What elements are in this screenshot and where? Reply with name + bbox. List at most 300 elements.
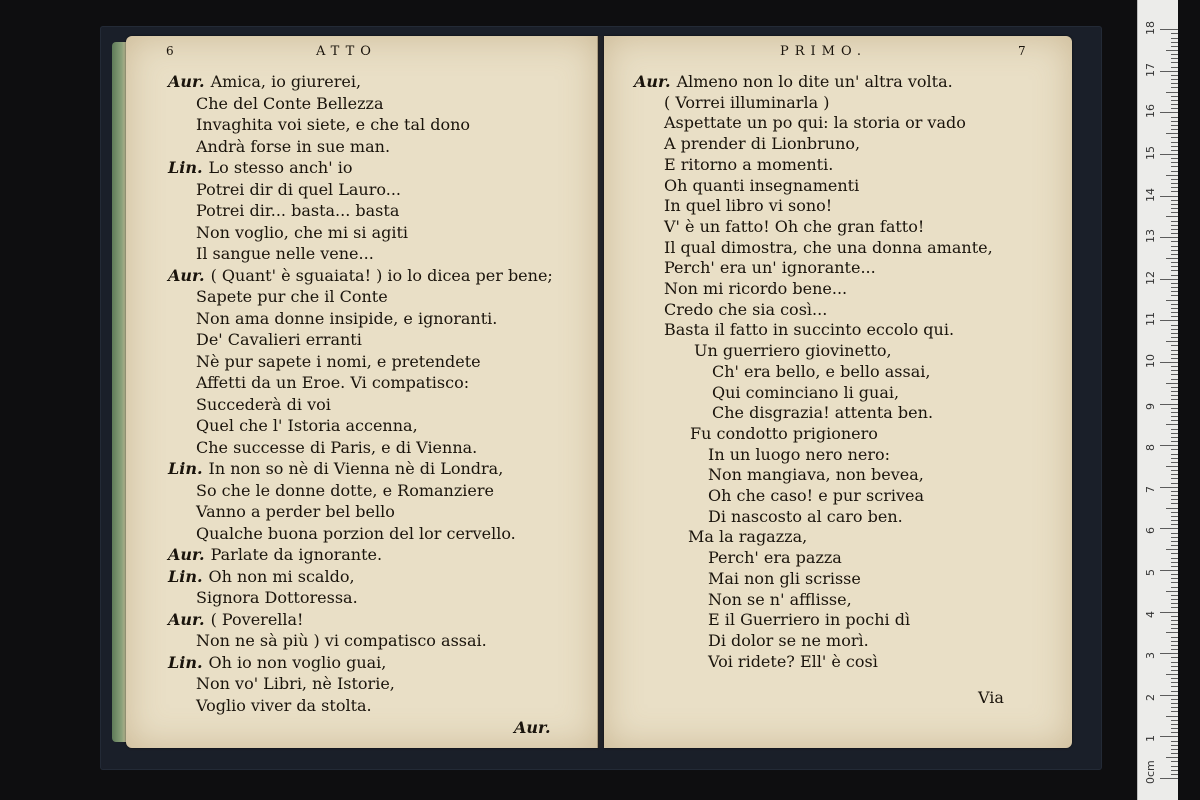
verse-text: Un guerriero giovinetto, [694,341,892,361]
ruler-minor-tick [1171,58,1178,59]
ruler-label: 0cm [1144,760,1157,784]
ruler-tick [1160,279,1178,280]
ruler-minor-tick [1171,645,1178,646]
text-line [196,330,362,350]
verse-text: Signora Dottoressa. [196,588,358,607]
ruler-minor-tick [1171,350,1178,351]
verse-text: Lo stesso anch' io [208,158,353,177]
ruler-minor-tick [1171,333,1178,334]
text-line [196,137,390,157]
verse-text: In non so nè di Vienna nè di Londra, [208,459,504,478]
ruler-label: 2 [1144,693,1157,701]
ruler-minor-tick [1171,391,1178,392]
ruler-minor-tick [1171,171,1178,172]
ruler-minor-tick [1171,753,1178,754]
ruler-minor-tick [1171,100,1178,101]
speaker-label: Lin. [168,459,203,478]
text-line [690,424,878,444]
ruler-label: 9 [1144,402,1157,410]
ruler-tick [1160,71,1178,72]
ruler-minor-tick [1166,300,1178,301]
ruler-minor-tick [1171,558,1178,559]
left-catchword: Aur. [514,718,551,737]
ruler-label: 7 [1144,485,1157,493]
verse-text: Voglio viver da stolta. [196,695,372,715]
ruler-label: 4 [1144,610,1157,618]
verse-text: Non se n' afflisse, [708,589,852,609]
verse-text: Qui cominciano li guai, [712,382,900,402]
ruler-minor-tick [1171,208,1178,209]
speaker-label: Lin. [168,652,203,672]
ruler-minor-tick [1171,412,1178,413]
ruler-minor-tick [1171,512,1178,513]
ruler-tick [1160,154,1178,155]
text-line [664,113,966,133]
text-line [664,196,832,216]
ruler-minor-tick [1171,83,1178,84]
ruler-minor-tick [1171,275,1178,276]
right-running-header: PRIMO. [780,44,868,59]
ruler-minor-tick [1171,562,1178,563]
ruler-tick [1160,528,1178,529]
ruler-tick [1160,29,1178,30]
ruler-minor-tick [1171,599,1178,600]
text-line [664,238,993,258]
ruler-minor-tick [1171,229,1178,230]
speaker-label: Aur. [168,265,205,285]
ruler-minor-tick [1171,741,1178,742]
verse-text: Non ama donne insipide, e ignoranti. [196,308,498,328]
ruler-minor-tick [1171,766,1178,767]
verse-text: Di dolor se ne morì. [708,630,869,650]
text-line [196,674,395,694]
ruler-minor-tick [1171,162,1178,163]
ruler-minor-tick [1171,354,1178,355]
ruler-minor-tick [1166,383,1178,384]
text-line [196,115,470,135]
text-line [196,696,372,716]
ruler-minor-tick [1166,341,1178,342]
verse-text: Non mi ricordo bene... [664,279,848,298]
verse-text: Il sangue nelle vene... [196,244,374,263]
text-line [168,158,352,178]
verse-text: Vanno a perder bel bello [196,502,395,521]
verse-text: Amica, io giurerei, [210,72,362,91]
verse-text: ( Vorrei illuminarla ) [664,92,830,112]
verse-text: Voi ridete? Ell' è così [708,651,878,671]
verse-text: Non vo' Libri, nè Istorie, [196,674,395,693]
ruler-minor-tick [1171,125,1178,126]
ruler-label: 6 [1144,527,1157,535]
ruler-minor-tick [1171,595,1178,596]
right-page-number: 7 [1018,44,1026,58]
ruler-minor-tick [1171,578,1178,579]
text-line [708,652,878,672]
ruler-minor-tick [1166,716,1178,717]
text-line [196,352,481,372]
ruler-minor-tick [1171,516,1178,517]
left-page-number: 6 [166,44,174,58]
ruler-minor-tick [1171,520,1178,521]
ruler-minor-tick [1171,366,1178,367]
verse-text: Qualche buona porzion del lor cervello. [196,523,516,543]
ruler-minor-tick [1171,329,1178,330]
ruler-minor-tick [1171,287,1178,288]
ruler-label: 18 [1144,21,1157,36]
ruler-minor-tick [1171,166,1178,167]
ruler-minor-tick [1171,703,1178,704]
ruler-minor-tick [1171,42,1178,43]
verse-text: In un luogo nero nero: [708,444,891,464]
ruler-minor-tick [1171,657,1178,658]
verse-text: Basta il fatto in succinto eccolo qui. [664,320,955,340]
ruler-minor-tick [1166,508,1178,509]
text-line [196,94,384,114]
ruler-minor-tick [1171,379,1178,380]
ruler-minor-tick [1171,474,1178,475]
verse-text: ( Quant' è sguaiata! ) io lo dicea per bene; [210,265,553,285]
ruler-minor-tick [1171,33,1178,34]
ruler-tick [1160,612,1178,613]
text-line [196,201,399,221]
text-line [664,217,924,237]
ruler-minor-tick [1171,129,1178,130]
ruler-minor-tick [1171,691,1178,692]
ruler-minor-tick [1171,682,1178,683]
verse-text: Di nascosto al caro ben. [708,506,903,526]
ruler-minor-tick [1166,424,1178,425]
ruler-tick [1160,196,1178,197]
ruler-minor-tick [1171,316,1178,317]
text-line [196,502,395,522]
ruler-minor-tick [1171,370,1178,371]
ruler-minor-tick [1171,108,1178,109]
ruler-minor-tick [1171,75,1178,76]
ruler-minor-tick [1171,204,1178,205]
ruler-minor-tick [1171,454,1178,455]
ruler-minor-tick [1171,308,1178,309]
ruler-minor-tick [1171,603,1178,604]
speaker-label: Lin. [168,566,203,586]
ruler-tick [1160,112,1178,113]
text-line [196,395,331,415]
ruler-minor-tick [1171,553,1178,554]
verse-text: Affetti da un Eroe. Vi compatisco: [196,373,470,392]
ruler-minor-tick [1171,707,1178,708]
ruler-label: 10 [1144,354,1157,368]
ruler-minor-tick [1171,54,1178,55]
ruler-minor-tick [1171,574,1178,575]
text-line [168,266,553,286]
verse-text: Il qual dimostra, che una donna amante, [664,237,993,257]
speaker-label: Aur. [168,545,205,564]
ruler-minor-tick [1171,416,1178,417]
ruler-label: 12 [1144,270,1157,285]
verse-text: De' Cavalieri erranti [196,330,362,349]
verse-text: Nè pur sapete i nomi, e pretendete [196,351,481,371]
ruler-tick [1160,570,1178,571]
verse-text: In quel libro vi sono! [664,196,833,216]
ruler-minor-tick [1171,117,1178,118]
ruler-minor-tick [1171,408,1178,409]
ruler-minor-tick [1171,304,1178,305]
ruler-minor-tick [1171,537,1178,538]
verse-text: Che successe di Paris, e di Vienna. [196,437,478,457]
ruler-minor-tick [1166,674,1178,675]
ruler-minor-tick [1171,495,1178,496]
verse-text: Succederà di voi [196,394,331,414]
ruler-minor-tick [1171,720,1178,721]
ruler-minor-tick [1171,179,1178,180]
verse-text: E il Guerriero in pochi dì [708,610,911,630]
text-line [196,244,374,264]
ruler-minor-tick [1171,150,1178,151]
ruler-minor-tick [1171,62,1178,63]
ruler-minor-tick [1171,38,1178,39]
ruler-minor-tick [1166,175,1178,176]
verse-text: Mai non gli scrisse [708,568,861,588]
text-line [708,548,842,568]
ruler-minor-tick [1171,104,1178,105]
ruler-minor-tick [1171,212,1178,213]
verse-text: Oh quanti insegnamenti [664,175,860,195]
left-running-header: ATTO [316,44,377,59]
ruler-minor-tick [1171,429,1178,430]
text-line [196,588,358,608]
ruler-minor-tick [1171,146,1178,147]
text-line [168,72,361,92]
speaker-label: Aur. [634,72,671,91]
ruler-minor-tick [1171,312,1178,313]
ruler-minor-tick [1171,637,1178,638]
verse-text: ( Poverella! [210,609,304,629]
text-line [664,320,954,340]
ruler-minor-tick [1171,616,1178,617]
text-line [196,373,469,393]
ruler-minor-tick [1171,283,1178,284]
verse-text: Non ne sà più ) vi compatisco assai. [196,631,487,650]
ruler-minor-tick [1171,250,1178,251]
text-line [168,459,503,479]
ruler-minor-tick [1171,587,1178,588]
ruler-minor-tick [1171,545,1178,546]
ruler-minor-tick [1171,724,1178,725]
text-line [712,383,899,403]
text-line [688,527,807,547]
verse-text: Andrà forse in sue man. [196,136,391,156]
ruler-minor-tick [1171,266,1178,267]
text-line [168,545,382,565]
text-line [694,341,892,361]
text-line [196,309,497,329]
ruler-minor-tick [1171,262,1178,263]
text-line [708,507,903,527]
ruler-minor-tick [1171,254,1178,255]
ruler-minor-tick [1171,711,1178,712]
ruler-tick [1160,695,1178,696]
ruler-minor-tick [1171,732,1178,733]
text-line [708,569,861,589]
ruler-minor-tick [1171,686,1178,687]
text-line [168,567,355,587]
ruler-label: 3 [1144,652,1157,660]
verse-text: Fu condotto prigionero [690,423,878,443]
ruler-minor-tick [1171,678,1178,679]
text-line [708,610,910,630]
ruler-minor-tick [1171,225,1178,226]
ruler-minor-tick [1171,387,1178,388]
verse-text: Oh che caso! e pur scrivea [708,486,925,505]
ruler-minor-tick [1171,624,1178,625]
ruler-minor-tick [1166,133,1178,134]
text-line [708,486,924,506]
text-line [664,176,859,196]
ruler-minor-tick [1171,541,1178,542]
text-line [196,287,388,307]
ruler-minor-tick [1171,200,1178,201]
text-line [664,300,827,320]
ruler-minor-tick [1171,337,1178,338]
right-catchword: Via [978,688,1004,707]
verse-text: A prender di Lionbruno, [664,134,861,154]
text-line [664,134,860,154]
ruler-minor-tick [1171,191,1178,192]
ruler-minor-tick [1171,582,1178,583]
text-line [664,258,876,278]
verse-text: Che disgrazia! attenta ben. [712,403,934,423]
verse-text: Non voglio, che mi si agiti [196,222,409,242]
text-line [708,590,852,610]
ruler-minor-tick [1171,433,1178,434]
verse-text: E ritorno a momenti. [664,154,834,174]
ruler-minor-tick [1166,216,1178,217]
ruler-minor-tick [1171,628,1178,629]
ruler-minor-tick [1166,258,1178,259]
ruler-minor-tick [1171,649,1178,650]
speaker-label: Aur. [168,72,205,91]
ruler-tick [1160,445,1178,446]
verse-text: Aspettate un po qui: la storia or vado [664,113,966,133]
ruler-minor-tick [1171,142,1178,143]
ruler-minor-tick [1171,699,1178,700]
ruler-minor-tick [1171,441,1178,442]
verse-text: Perch' era un' ignorante... [664,258,876,278]
ruler-minor-tick [1171,270,1178,271]
text-line [196,416,418,436]
text-line [634,72,953,92]
ruler-label: 5 [1144,569,1157,576]
text-line [168,610,303,630]
speaker-label: Aur. [168,609,205,629]
text-line [712,362,930,382]
verse-text: Oh non mi scaldo, [208,566,355,586]
ruler-tick [1160,778,1178,779]
ruler-minor-tick [1171,749,1178,750]
ruler-minor-tick [1171,491,1178,492]
ruler-minor-tick [1171,121,1178,122]
ruler-label: 17 [1144,62,1157,77]
ruler-label: 11 [1144,312,1157,327]
speaker-label: Lin. [168,158,203,177]
ruler-minor-tick [1171,399,1178,400]
ruler-minor-tick [1171,449,1178,450]
verse-text: Invaghita voi siete, e che tal dono [196,115,471,134]
text-line [664,279,847,299]
ruler-minor-tick [1171,607,1178,608]
ruler-minor-tick [1171,641,1178,642]
ruler-minor-tick [1171,770,1178,771]
ruler-label: 16 [1144,104,1157,119]
verse-text: Perch' era pazza [708,548,842,568]
ruler-minor-tick [1171,241,1178,242]
ruler-label: 8 [1144,444,1157,452]
verse-text: Parlate da ignorante. [210,545,383,564]
verse-text: Che del Conte Bellezza [196,93,384,113]
ruler-minor-tick [1171,499,1178,500]
ruler-minor-tick [1171,137,1178,138]
ruler-minor-tick [1166,549,1178,550]
text-line [664,93,829,113]
ruler-minor-tick [1171,503,1178,504]
ruler-minor-tick [1171,533,1178,534]
verse-text: Credo che sia così... [664,299,828,319]
ruler-minor-tick [1171,666,1178,667]
ruler-tick [1160,404,1178,405]
ruler-minor-tick [1171,395,1178,396]
left-page [126,36,598,748]
verse-text: Oh io non voglio guai, [208,652,387,672]
ruler-minor-tick [1171,420,1178,421]
text-line [196,481,494,501]
verse-text: Potrei dir... basta... basta [196,201,400,220]
ruler-minor-tick [1171,67,1178,68]
ruler-minor-tick [1171,358,1178,359]
ruler-label: 15 [1144,146,1157,160]
ruler-minor-tick [1171,524,1178,525]
ruler-minor-tick [1171,620,1178,621]
ruler-minor-tick [1166,591,1178,592]
text-line [196,223,408,243]
text-line [196,524,516,544]
ruler-tick [1160,237,1178,238]
ruler-minor-tick [1171,470,1178,471]
ruler-minor-tick [1166,757,1178,758]
ruler-minor-tick [1166,92,1178,93]
ruler-tick [1160,653,1178,654]
ruler-minor-tick [1171,87,1178,88]
verse-text: So che le donne dotte, e Romanziere [196,480,494,500]
ruler-minor-tick [1171,46,1178,47]
verse-text: Sapete pur che il Conte [196,287,388,306]
ruler-minor-tick [1171,221,1178,222]
ruler-tick [1160,487,1178,488]
ruler-label: 13 [1144,229,1157,244]
text-line [196,438,477,458]
text-line [196,180,401,200]
text-line [168,653,386,673]
verse-text: Ch' era bello, e bello assai, [712,361,931,381]
ruler-minor-tick [1166,632,1178,633]
ruler-minor-tick [1171,187,1178,188]
ruler-label: 1 [1144,735,1157,743]
ruler-minor-tick [1171,483,1178,484]
ruler-tick [1160,736,1178,737]
ruler-minor-tick [1171,345,1178,346]
right-page [604,36,1072,748]
ruler-minor-tick [1166,50,1178,51]
ruler-minor-tick [1171,728,1178,729]
ruler-minor-tick [1171,566,1178,567]
